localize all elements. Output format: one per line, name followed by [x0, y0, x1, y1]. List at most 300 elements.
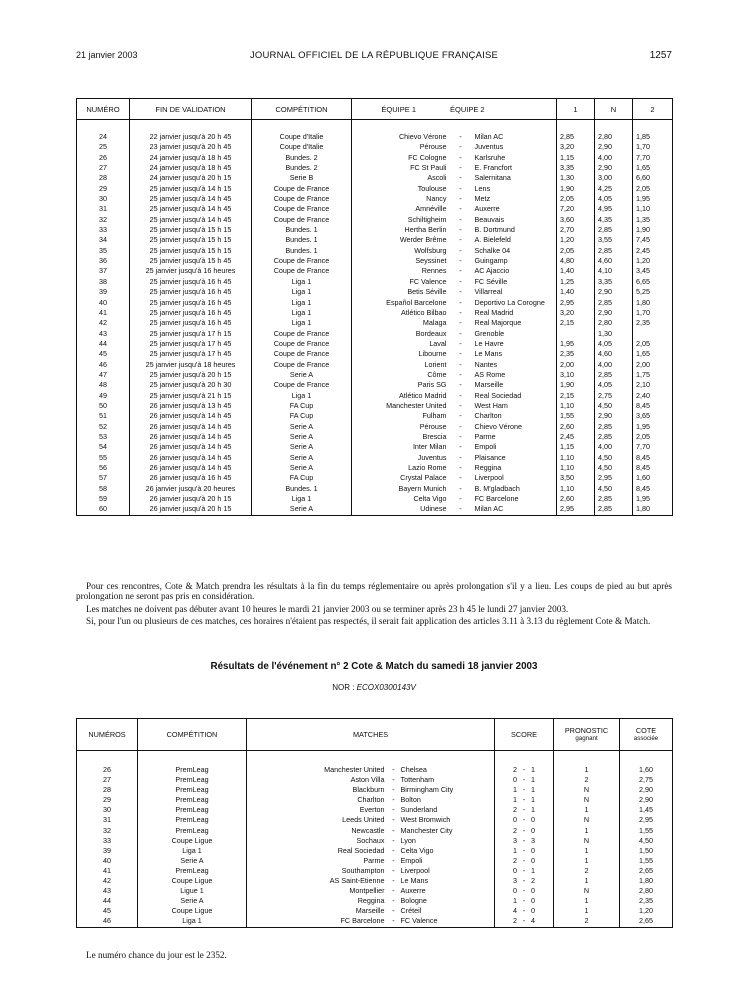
score-cell [495, 916, 554, 927]
separator-dash: - [459, 349, 462, 359]
cote-cell: 1,55 [620, 826, 673, 836]
numero-cell: 31 [77, 815, 138, 825]
score-away: 3 [531, 835, 536, 845]
numero-cell: 44 [77, 339, 130, 349]
away-team-label: Manchester City [400, 825, 453, 835]
separator-dash: - [392, 795, 395, 805]
table-row [77, 370, 673, 380]
table-row [77, 246, 673, 256]
table-row [77, 298, 673, 308]
equipe2-cell [447, 318, 557, 328]
numero-cell: 50 [77, 401, 130, 411]
validation-cell: 25 janvier jusqu'à 21 h 15 [130, 391, 252, 401]
col-pronostic [554, 719, 620, 751]
odds-2-cell: 2,05 [633, 432, 673, 442]
equipe2-cell [447, 215, 557, 225]
odds-n-cell: 4,35 [595, 215, 633, 225]
odds-2-cell: 2,05 [633, 339, 673, 349]
away-team-cell [387, 815, 495, 825]
competition-cell: Coupe de France [252, 339, 352, 349]
table-row [77, 785, 673, 795]
odds-n-cell: 4,00 [595, 153, 633, 163]
numero-cell: 60 [77, 504, 130, 515]
odds-1-cell: 1,15 [557, 153, 595, 163]
odds-table [76, 98, 673, 516]
odds-2-cell: 1,65 [633, 163, 673, 173]
score-cell [495, 846, 554, 856]
numero-cell: 41 [77, 866, 138, 876]
score-home: 1 [513, 785, 518, 795]
odds-2-cell: 5,25 [633, 287, 673, 297]
numero-cell: 57 [77, 473, 130, 483]
equipe1-cell: Rennes [352, 266, 447, 276]
validation-cell: 25 janvier jusqu'à 17 h 45 [130, 349, 252, 359]
separator-dash: - [459, 173, 462, 183]
pronostic-cell: N [554, 886, 620, 896]
separator-dash: - [392, 845, 395, 855]
table-row [77, 896, 673, 906]
away-team-label: Sunderland [400, 805, 438, 815]
odds-1-cell: 1,40 [557, 287, 595, 297]
equipe1-cell: Betis Séville [352, 287, 447, 297]
score-cell [495, 826, 554, 836]
col-1: 1 [557, 99, 595, 120]
table-row [77, 142, 673, 152]
cote-cell: 4,50 [620, 836, 673, 846]
pronostic-label: PRONOSTIC [564, 725, 609, 735]
away-team-label: FC Valence [400, 916, 438, 926]
equipe2-label: Grenoble [474, 328, 505, 338]
odds-1-cell: 1,10 [557, 463, 595, 473]
equipe2-label: Real Sociedad [474, 390, 522, 400]
separator-dash: - [459, 442, 462, 452]
separator-dash: - [459, 400, 462, 410]
table-row [77, 422, 673, 432]
away-team-cell [387, 836, 495, 846]
odds-n-cell: 4,05 [595, 194, 633, 204]
competition-cell: Bundes. 2 [252, 163, 352, 173]
competition-cell: PremLeag [138, 775, 247, 785]
score-cell [495, 815, 554, 825]
odds-1-cell: 1,10 [557, 484, 595, 494]
home-team-cell: FC Barcelone [247, 916, 387, 927]
validation-cell: 24 janvier jusqu'à 18 h 45 [130, 163, 252, 173]
validation-cell: 26 janvier jusqu'à 20 h 15 [130, 504, 252, 515]
odds-1-cell: 2,45 [557, 432, 595, 442]
numero-cell: 51 [77, 411, 130, 421]
competition-cell: Liga 1 [252, 318, 352, 328]
score-cell [495, 775, 554, 785]
odds-1-cell: 3,20 [557, 308, 595, 318]
home-team-cell: Everton [247, 805, 387, 815]
score-away: 1 [531, 785, 536, 795]
separator-dash: - [459, 266, 462, 276]
equipe1-cell: Español Barcelone [352, 298, 447, 308]
table-row [77, 494, 673, 504]
competition-cell: Coupe de France [252, 184, 352, 194]
numero-cell: 55 [77, 453, 130, 463]
pronostic-cell: 1 [554, 856, 620, 866]
competition-cell: Serie A [252, 422, 352, 432]
equipe2-cell [447, 153, 557, 163]
score-home: 3 [513, 835, 518, 845]
separator-dash: - [392, 896, 395, 906]
odds-n-cell: 3,55 [595, 235, 633, 245]
table-row [77, 380, 673, 390]
score-home: 1 [513, 795, 518, 805]
validation-cell: 26 janvier jusqu'à 20 heures [130, 484, 252, 494]
competition-cell: Coupe Ligue [138, 836, 247, 846]
score-home: 2 [513, 805, 518, 815]
odds-2-cell: 1,75 [633, 370, 673, 380]
odds-2-cell: 1,80 [633, 298, 673, 308]
odds-n-cell: 1,30 [595, 329, 633, 339]
separator-dash: - [392, 775, 395, 785]
table-row [77, 277, 673, 287]
separator-dash: - [459, 328, 462, 338]
nor-label: NOR : [332, 683, 355, 692]
cote-cell: 1,60 [620, 765, 673, 775]
away-team-cell [387, 846, 495, 856]
equipe1-cell: Toulouse [352, 184, 447, 194]
validation-cell: 24 janvier jusqu'à 20 h 15 [130, 173, 252, 183]
score-cell [495, 765, 554, 775]
journal-title: JOURNAL OFFICIEL DE LA RÉPUBLIQUE FRANÇAISE [249, 50, 499, 61]
home-team-cell: Charlton [247, 795, 387, 805]
home-team-cell: Parme [247, 856, 387, 866]
note-articles: Si, pour l'un ou plusieurs de ces matches, ces horaires n'étaient pas respectés, il serait fait application des articles 3.11 à 3.13 du règlement Cote & Match. [86, 616, 651, 626]
odds-1-cell: 2,00 [557, 360, 595, 370]
cote-cell: 2,95 [620, 815, 673, 825]
home-team-cell: Blackburn [247, 785, 387, 795]
equipe1-cell: Crystal Palace [352, 473, 447, 483]
equipe2-label: Plaisance [474, 452, 506, 462]
numero-cell: 26 [77, 153, 130, 163]
table-row [77, 391, 673, 401]
competition-cell: PremLeag [138, 785, 247, 795]
odds-1-cell: 2,60 [557, 494, 595, 504]
validation-cell: 25 janvier jusqu'à 14 h 45 [130, 215, 252, 225]
odds-2-cell: 8,45 [633, 453, 673, 463]
validation-cell: 25 janvier jusqu'à 16 h 45 [130, 298, 252, 308]
odds-n-cell: 2,90 [595, 308, 633, 318]
home-team-cell: Newcastle [247, 826, 387, 836]
equipe2-cell [447, 287, 557, 297]
equipe1-cell: Bayern Munich [352, 484, 447, 494]
numero-cell: 29 [77, 795, 138, 805]
competition-cell: Coupe de France [252, 380, 352, 390]
results-table-header [77, 719, 673, 751]
odds-2-cell: 7,70 [633, 153, 673, 163]
odds-2-cell [633, 329, 673, 339]
equipe2-cell [447, 246, 557, 256]
odds-n-cell: 2,80 [595, 132, 633, 142]
score-home: 2 [513, 825, 518, 835]
results-table [76, 718, 673, 928]
equipe2-cell [447, 360, 557, 370]
away-team-label: Birmingham City [400, 785, 454, 795]
equipe1-cell: Hertha Berlin [352, 225, 447, 235]
equipe2-cell [447, 173, 557, 183]
cote-cell: 2,75 [620, 775, 673, 785]
numero-cell: 40 [77, 856, 138, 866]
competition-cell: FA Cup [252, 473, 352, 483]
score-away: 0 [531, 906, 536, 916]
odds-n-cell: 4,50 [595, 484, 633, 494]
nor-reference [0, 683, 748, 692]
table-row [77, 401, 673, 411]
numero-cell: 43 [77, 329, 130, 339]
score-home: 0 [513, 775, 518, 785]
validation-cell: 26 janvier jusqu'à 14 h 45 [130, 411, 252, 421]
score-cell [495, 886, 554, 896]
table-row [77, 256, 673, 266]
results-title: Résultats de l'événement n° 2 Cote & Match du samedi 18 janvier 2003 [210, 661, 538, 672]
table-row [77, 795, 673, 805]
odds-n-cell: 4,50 [595, 453, 633, 463]
odds-n-cell: 2,85 [595, 370, 633, 380]
numero-cell: 34 [77, 235, 130, 245]
equipe2-label: Villarreal [474, 287, 503, 297]
competition-cell: Coupe de France [252, 215, 352, 225]
cote-cell: 2,90 [620, 795, 673, 805]
odds-2-cell: 1,95 [633, 194, 673, 204]
odds-2-cell: 3,65 [633, 411, 673, 421]
col-cote [620, 719, 673, 751]
score-home: 0 [513, 886, 518, 896]
separator-dash: - [392, 785, 395, 795]
equipe1-cell: Celta Vigo [352, 494, 447, 504]
score-dash: - [522, 815, 526, 825]
away-team-cell [387, 765, 495, 775]
separator-dash: - [459, 494, 462, 504]
col-equipe-2: ÉQUIPE 2 [450, 104, 485, 114]
numero-cell: 33 [77, 225, 130, 235]
table-row [77, 318, 673, 328]
odds-1-cell: 2,05 [557, 246, 595, 256]
numero-cell: 24 [77, 132, 130, 142]
equipe2-label: Metz [474, 194, 491, 204]
score-away: 0 [531, 825, 536, 835]
score-cell [495, 836, 554, 846]
competition-cell: Serie A [252, 370, 352, 380]
equipe1-cell: Libourne [352, 349, 447, 359]
validation-cell: 24 janvier jusqu'à 18 h 45 [130, 153, 252, 163]
away-team-label: Bolton [400, 795, 421, 805]
numero-cell: 28 [77, 785, 138, 795]
home-team-cell: Aston Villa [247, 775, 387, 785]
equipe2-cell [447, 349, 557, 359]
score-home: 2 [513, 765, 518, 774]
numero-cell: 41 [77, 308, 130, 318]
equipe2-label: B. M'gladbach [474, 483, 520, 493]
score-home: 1 [513, 845, 518, 855]
odds-1-cell: 7,20 [557, 204, 595, 214]
away-team-label: Lyon [400, 835, 416, 845]
equipe2-label: Real Majorque [474, 318, 522, 328]
equipe2-cell [447, 329, 557, 339]
cote-label: COTE [635, 725, 657, 735]
validation-cell: 25 janvier jusqu'à 15 h 15 [130, 225, 252, 235]
numero-cell: 59 [77, 494, 130, 504]
equipe2-cell [447, 184, 557, 194]
validation-cell: 26 janvier jusqu'à 14 h 45 [130, 463, 252, 473]
numero-cell: 28 [77, 173, 130, 183]
table-row [77, 163, 673, 173]
col-competition2: COMPÉTITION [138, 719, 247, 751]
pronostic-cell: 1 [554, 896, 620, 906]
odds-n-cell: 4,95 [595, 204, 633, 214]
equipe2-label: AC Ajaccio [474, 266, 510, 276]
note-times: Les matches ne doivent pas débuter avant 10 heures le mardi 21 janvier 2003 ou se terminer après 23 h 45 le lundi 27 janvier 2003. [86, 604, 569, 614]
competition-cell: Liga 1 [252, 287, 352, 297]
equipe1-cell: Lazio Rome [352, 463, 447, 473]
equipe2-cell [447, 442, 557, 452]
equipe2-label: Charlton [474, 411, 502, 421]
equipe1-cell: Pérouse [352, 422, 447, 432]
competition-cell: Liga 1 [138, 916, 247, 927]
odds-1-cell: 3,20 [557, 142, 595, 152]
separator-dash: - [459, 152, 462, 162]
competition-cell: Serie A [252, 463, 352, 473]
table-row [77, 876, 673, 886]
score-cell [495, 906, 554, 916]
score-cell [495, 866, 554, 876]
numero-cell: 54 [77, 442, 130, 452]
equipe1-cell: Wolfsburg [352, 246, 447, 256]
table-row [77, 153, 673, 163]
odds-1-cell: 1,25 [557, 277, 595, 287]
odds-n-cell: 2,85 [595, 494, 633, 504]
col-equipes [352, 99, 557, 120]
cote-sub: associée [633, 734, 659, 742]
table-row [77, 856, 673, 866]
odds-1-cell: 1,95 [557, 339, 595, 349]
odds-2-cell: 1,20 [633, 256, 673, 266]
equipe2-label: Milan AC [474, 132, 504, 141]
odds-2-cell: 6,60 [633, 173, 673, 183]
validation-cell: 25 janvier jusqu'à 15 h 45 [130, 256, 252, 266]
equipe2-cell [447, 298, 557, 308]
home-team-cell: Real Sociedad [247, 846, 387, 856]
odds-n-cell: 4,00 [595, 442, 633, 452]
separator-dash: - [459, 411, 462, 421]
competition-cell: Bundes. 1 [252, 235, 352, 245]
odds-n-cell: 4,50 [595, 401, 633, 411]
table-row [77, 194, 673, 204]
odds-1-cell: 2,95 [557, 298, 595, 308]
table-row [77, 132, 673, 142]
away-team-cell [387, 896, 495, 906]
odds-1-cell: 1,10 [557, 453, 595, 463]
odds-2-cell: 1,65 [633, 349, 673, 359]
pronostic-cell: N [554, 795, 620, 805]
numero-cell: 32 [77, 826, 138, 836]
pronostic-cell: N [554, 815, 620, 825]
away-team-label: Auxerre [400, 886, 426, 896]
score-away: 1 [531, 765, 536, 774]
away-team-label: Tottenham [400, 775, 435, 785]
score-dash: - [522, 876, 526, 886]
table-row [77, 504, 673, 515]
numero-cell: 30 [77, 805, 138, 815]
table-row [77, 805, 673, 815]
odds-2-cell: 3,45 [633, 266, 673, 276]
numero-cell: 39 [77, 846, 138, 856]
score-away: 0 [531, 896, 536, 906]
odds-2-cell: 2,10 [633, 380, 673, 390]
pronostic-cell: 1 [554, 765, 620, 775]
score-away: 1 [531, 775, 536, 785]
odds-1-cell: 3,50 [557, 473, 595, 483]
equipe2-cell [447, 163, 557, 173]
competition-cell: PremLeag [138, 815, 247, 825]
odds-1-cell: 1,90 [557, 380, 595, 390]
validation-cell: 26 janvier jusqu'à 14 h 45 [130, 422, 252, 432]
pronostic-cell: 1 [554, 876, 620, 886]
equipe2-cell [447, 132, 557, 142]
away-team-cell [387, 876, 495, 886]
odds-1-cell: 4,80 [557, 256, 595, 266]
equipe1-cell: Amnéville [352, 204, 447, 214]
odds-n-cell: 2,75 [595, 391, 633, 401]
score-dash: - [522, 805, 526, 815]
score-dash: - [522, 765, 526, 774]
equipe1-cell: Atlético Madrid [352, 391, 447, 401]
odds-2-cell: 1,70 [633, 142, 673, 152]
odds-2-cell: 2,40 [633, 391, 673, 401]
separator-dash: - [459, 163, 462, 173]
score-dash: - [522, 906, 526, 916]
table-row [77, 432, 673, 442]
competition-cell: FA Cup [252, 401, 352, 411]
odds-table-header [77, 99, 673, 120]
odds-1-cell: 2,70 [557, 225, 595, 235]
equipe2-label: FC Barcelone [474, 494, 519, 504]
odds-1-cell: 2,05 [557, 194, 595, 204]
table-row [77, 184, 673, 194]
spacer-row [77, 120, 673, 133]
separator-dash: - [392, 805, 395, 815]
home-team-cell: Sochaux [247, 836, 387, 846]
equipe2-cell [447, 256, 557, 266]
score-away: 1 [531, 865, 536, 875]
equipe2-cell [447, 432, 557, 442]
score-home: 2 [513, 916, 518, 926]
score-dash: - [522, 835, 526, 845]
table-row [77, 906, 673, 916]
separator-dash: - [459, 473, 462, 483]
score-cell [495, 805, 554, 815]
equipe2-cell [447, 463, 557, 473]
separator-dash: - [459, 504, 462, 514]
table-row [77, 215, 673, 225]
col-score: SCORE [495, 719, 554, 751]
table-row [77, 916, 673, 927]
separator-dash: - [459, 276, 462, 286]
validation-cell: 26 janvier jusqu'à 14 h 45 [130, 442, 252, 452]
odds-n-cell: 2,85 [595, 225, 633, 235]
table-row [77, 775, 673, 785]
header-date: 21 janvier 2003 [76, 50, 138, 60]
odds-n-cell: 2,85 [595, 504, 633, 515]
numero-cell: 42 [77, 876, 138, 886]
odds-1-cell: 2,35 [557, 349, 595, 359]
away-team-cell [387, 805, 495, 815]
score-dash: - [522, 775, 526, 785]
away-team-label: Bologne [400, 896, 427, 906]
score-dash: - [522, 795, 526, 805]
